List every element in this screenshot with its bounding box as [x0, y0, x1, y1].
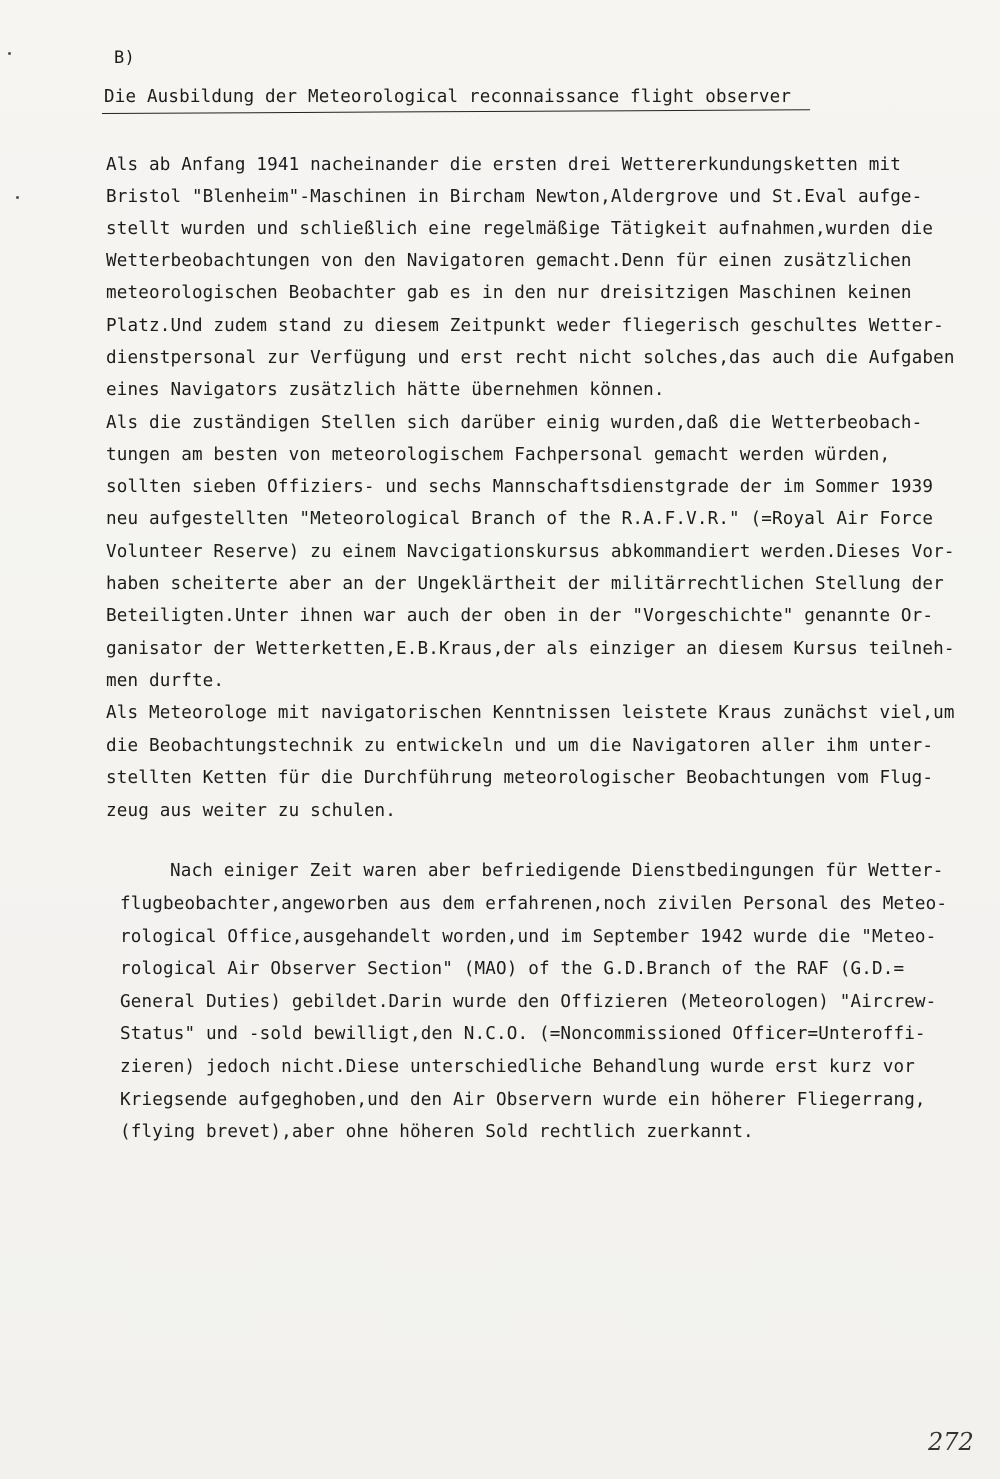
page-number: 272	[928, 1428, 974, 1456]
heading-underline	[102, 109, 810, 114]
text-line: rological Office,ausgehandelt worden,und im September 1942 wurde die "Meteo-	[120, 927, 937, 947]
text-line: Als Meteorologe mit navigatorischen Kenntnissen leistete Kraus zunächst viel,um	[106, 703, 955, 723]
text-line: Als ab Anfang 1941 nacheinander die ersten drei Wettererkundungsketten mit	[106, 155, 901, 175]
text-line: Bristol "Blenheim"-Maschinen in Bircham Newton,Aldergrove und St.Eval aufge-	[106, 187, 923, 207]
text-line: Kriegsende aufgeghoben,und den Air Observern wurde ein höherer Fliegerrang,	[120, 1090, 926, 1110]
text-line: sollten sieben Offiziers- und sechs Mannschaftsdienstgrade der im Sommer 1939	[106, 477, 934, 497]
text-line: zieren) jedoch nicht.Diese unterschiedliche Behandlung wurde erst kurz vor	[120, 1057, 915, 1077]
section-heading: Die Ausbildung der Meteorological reconnaissance flight observer	[104, 87, 792, 107]
text-line: flugbeobachter,angeworben aus dem erfahrenen,noch zivilen Personal des Meteo-	[120, 894, 948, 914]
text-line: die Beobachtungstechnik zu entwickeln und um die Navigatoren aller ihm unter-	[106, 736, 934, 756]
text-line: General Duties) gebildet.Darin wurde den Offizieren (Meteorologen) "Aircrew-	[120, 992, 937, 1012]
text-line: (flying brevet),aber ohne höheren Sold rechtlich zuerkannt.	[120, 1122, 754, 1142]
text-line: Platz.Und zudem stand zu diesem Zeitpunkt weder fliegerisch geschultes Wetter-	[106, 316, 944, 336]
text-line: Nach einiger Zeit waren aber befriedigende Dienstbedingungen für Wetter-	[170, 861, 944, 881]
text-line: Wetterbeobachtungen von den Navigatoren gemacht.Denn für einen zusätzlichen	[106, 251, 912, 271]
text-line: rological Air Observer Section" (MAO) of the G.D.Branch of the RAF (G.D.=	[120, 959, 905, 979]
text-line: men durfte.	[106, 671, 225, 691]
text-line: meteorologischen Beobachter gab es in den nur dreisitzigen Maschinen keinen	[106, 283, 912, 303]
text-line: neu aufgestellten "Meteorological Branch of the R.A.F.V.R." (=Royal Air Force	[106, 509, 934, 529]
text-line: zeug aus weiter zu schulen.	[106, 801, 397, 821]
text-line: ganisator der Wetterketten,E.B.Kraus,der als einziger an diesem Kursus teilneh-	[106, 639, 955, 659]
scan-speck	[16, 196, 19, 199]
text-line: stellt wurden und schließlich eine regelmäßige Tätigkeit aufnahmen,wurden die	[106, 219, 934, 239]
text-line: tungen am besten von meteorologischem Fachpersonal gemacht werden würden,	[106, 445, 891, 465]
text-line: Als die zuständigen Stellen sich darüber einig wurden,daß die Wetterbeobach-	[106, 413, 923, 433]
text-line: haben scheiterte aber an der Ungeklärtheit der militärrechtlichen Stellung der	[106, 574, 944, 594]
text-line: Beteiligten.Unter ihnen war auch der oben in der "Vorgeschichte" genannte Or-	[106, 606, 934, 626]
text-line: Volunteer Reserve) zu einem Navcigationskursus abkommandiert werden.Dieses Vor-	[106, 542, 955, 562]
text-line: eines Navigators zusätzlich hätte übernehmen können.	[106, 380, 665, 400]
scan-speck	[8, 52, 11, 55]
text-line: Status" und -sold bewilligt,den N.C.O. (=Noncommissioned Officer=Unteroffi-	[120, 1024, 926, 1044]
section-label: B)	[114, 48, 136, 68]
text-line: stellten Ketten für die Durchführung meteorologischer Beobachtungen vom Flug-	[106, 768, 934, 788]
text-line: dienstpersonal zur Verfügung und erst recht nicht solches,das auch die Aufgaben	[106, 348, 955, 368]
